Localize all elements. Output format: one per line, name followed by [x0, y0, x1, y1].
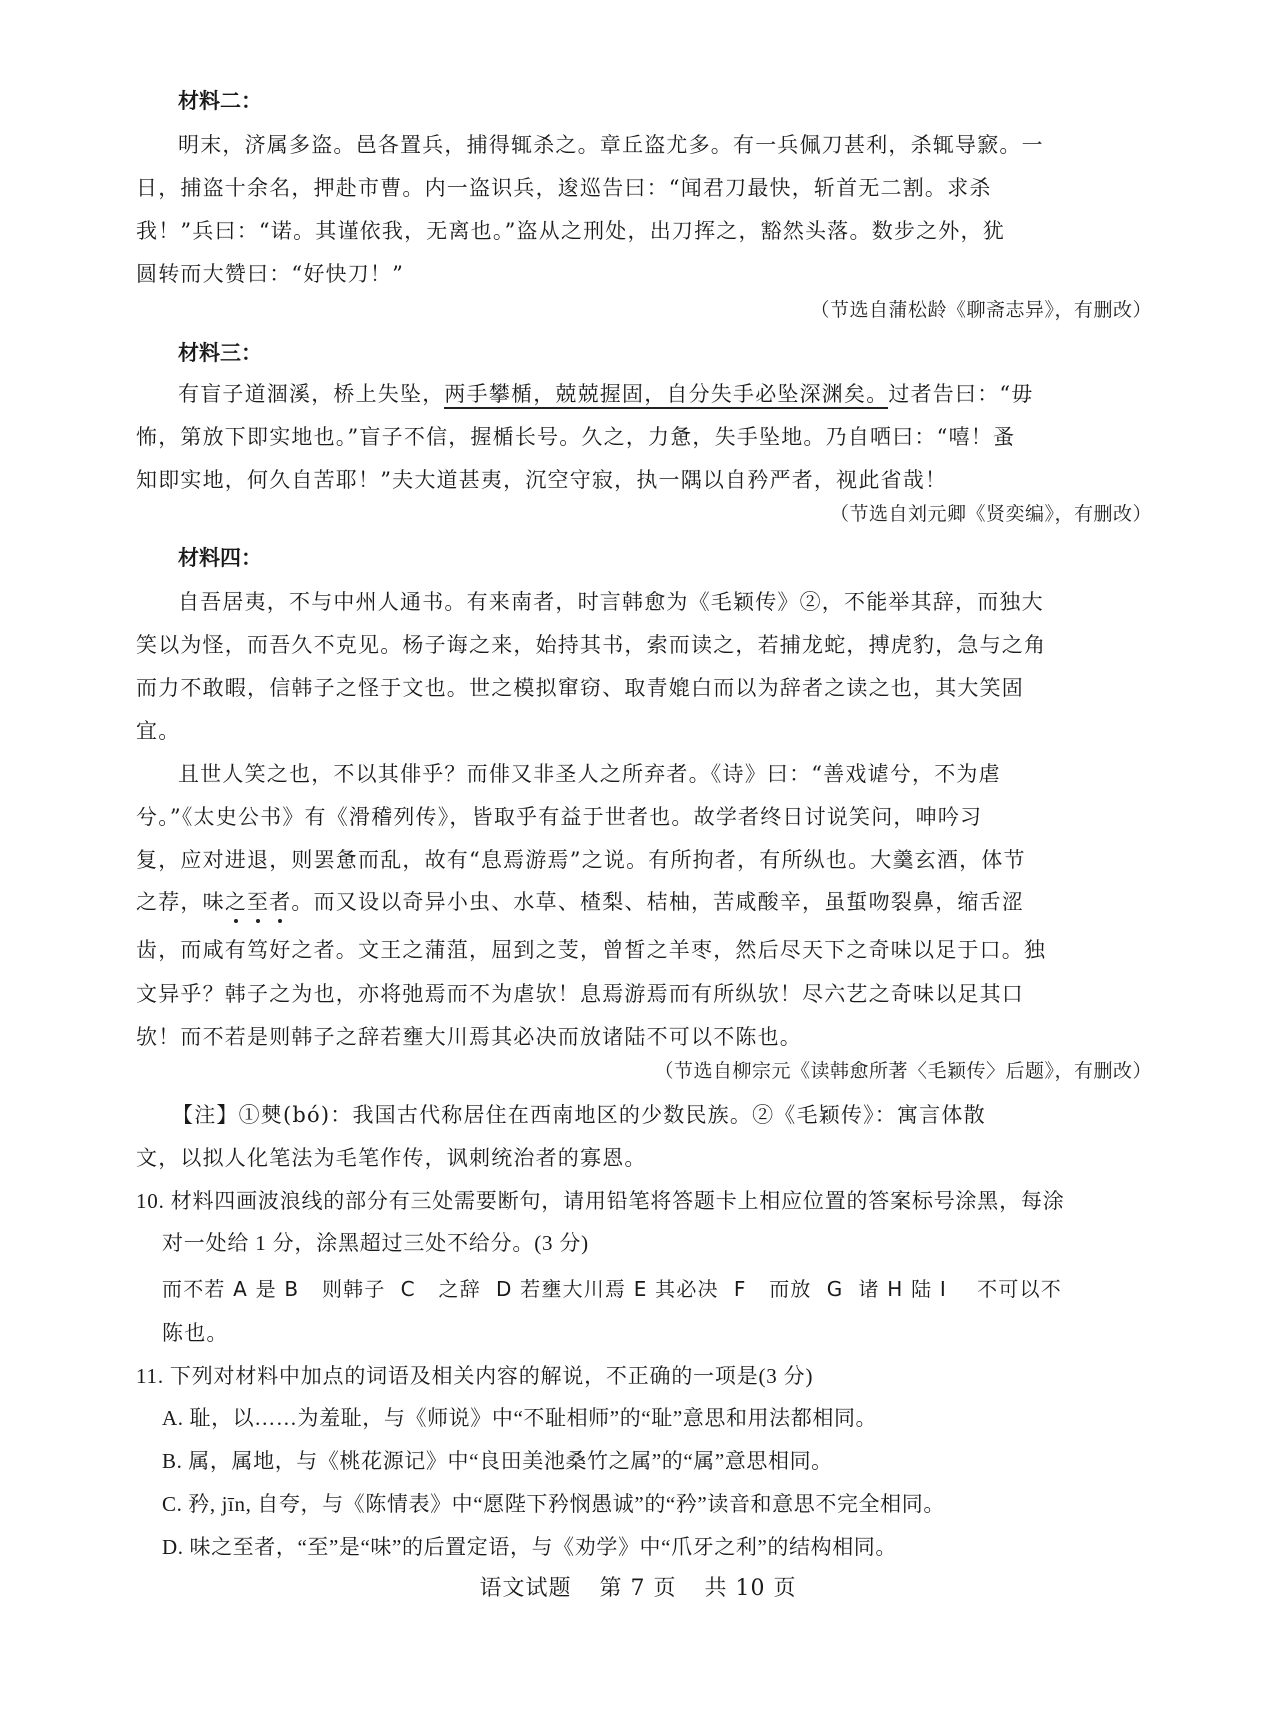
material4-line: 宜。 — [136, 719, 181, 743]
footer-subject: 语文试题 — [479, 1576, 572, 1601]
material3-line — [178, 379, 1152, 409]
q10-segments: 而不若 A 是 B 则韩子 C 之辞 D 若壅大川焉 E 其必决 F 而放 G 诸 H 陆 I 不可以不 — [162, 1277, 1062, 1301]
q10-segments-end: 陈也。 — [162, 1321, 229, 1345]
material3-source: （节选自刘元卿《贤奕编》，有删改） — [829, 503, 1152, 525]
material4-line: 笑以为怪，而吾久不克见。杨子诲之来，始持其书，索而读之，若捕龙蛇，搏虎豹，急与之角 — [136, 633, 1047, 657]
q11-option-d[interactable]: D. 味之至者，“至”是“味”的后置定语，与《劝学》中“爪牙之利”的结构相同。 — [162, 1535, 897, 1559]
material4-text: 。而又设以奇异小虫、水草、楂梨、桔柚，苦咸酸辛，虽蜇吻裂鼻，缩舌涩 — [291, 890, 1025, 914]
material2-line: 明末，济属多盗。邑各置兵，捕得辄杀之。章丘盗尤多。有一兵佩刀甚利，杀辄导窾。一 — [178, 133, 1044, 157]
material2-line: 日，捕盗十余名，押赴市曹。内一盗识兵，逡巡告曰：“闻君刀最快，斩首无二割。求杀 — [136, 176, 992, 200]
notes-line: 【注】①僰(bó)：我国古代称居住在西南地区的少数民族。②《毛颖传》：寓言体散 — [172, 1103, 986, 1127]
material4-line: 自吾居夷，不与中州人通书。有来南者，时言韩愈为《毛颖传》②，不能举其辞，而独大 — [178, 590, 1044, 614]
q11-stem: 11. 下列对材料中加点的词语及相关内容的解说，不正确的一项是(3 分) — [136, 1364, 814, 1388]
emphasis-dot-char: 之 — [224, 890, 248, 914]
footer-page-number: 第 7 页 — [599, 1576, 677, 1601]
material4-dotted-line — [136, 887, 1152, 917]
material3-text: 过者告曰：“毋 — [888, 382, 1034, 406]
material4-line: 文异乎？韩子之为也，亦将弛焉而不为虐欤！息焉游焉而有所纵欤！尽六艺之奇味以足其口 — [136, 982, 1024, 1006]
material4-line: 而力不敢暇，信韩子之怪于文也。世之模拟窜窃、取青媲白而以为辞者之读之也，其大笑固 — [136, 676, 1024, 700]
material4-source: （节选自柳宗元《读韩愈所著〈毛颖传〉后题》，有删改） — [654, 1060, 1152, 1082]
material2-line: 圆转而大赞曰：“好快刀！” — [136, 262, 405, 286]
q11-option-a[interactable]: A. 耻，以……为羞耻，与《师说》中“不耻相师”的“耻”意思和用法都相同。 — [162, 1406, 878, 1430]
notes-line: 文，以拟人化笔法为毛笔作传，讽刺统治者的寡恩。 — [136, 1146, 647, 1170]
material4-text: 之荐，味 — [136, 890, 225, 914]
material3-heading: 材料三： — [178, 341, 262, 365]
material3-text: 有盲子道涸溪，桥上失坠， — [178, 382, 445, 406]
q11-option-b[interactable]: B. 属，属地，与《桃花源记》中“良田美池桑竹之属”的“属”意思相同。 — [162, 1449, 833, 1473]
material4-line: 且世人笑之也，不以其俳乎？而俳又非圣人之所弃者。《诗》曰：“善戏谑兮，不为虐 — [178, 762, 1001, 786]
page-footer — [0, 1574, 1276, 1604]
emphasis-dot-char: 者 — [269, 890, 292, 914]
material3-underlined-text: 两手攀楯，兢兢握固，自分失手必坠深渊矣。 — [444, 382, 888, 409]
emphasis-dot-char: 至 — [247, 890, 270, 914]
q10-stem: 10. 材料四画波浪线的部分有三处需要断句，请用铅笔将答题卡上相应位置的答案标号涂黑，每涂 — [136, 1189, 1065, 1213]
q11-option-c[interactable]: C. 矜, jīn, 自夸，与《陈情表》中“愿陛下矜悯愚诚”的“矜”读音和意思不完全相同。 — [162, 1492, 945, 1516]
material4-heading: 材料四： — [178, 546, 262, 570]
material4-line: 齿，而咸有笃好之者。文王之蒲菹，屈到之芰，曾皙之羊枣，然后尽天下之奇味以足于口。独 — [136, 938, 1047, 962]
footer-total-pages: 共 10 页 — [704, 1576, 797, 1601]
material3-line: 知即实地，何久自苦耶！”夫大道甚夷，沉空守寂，执一隅以自矜严者，视此省哉！ — [136, 468, 948, 492]
material4-line: 欤！而不若是则韩子之辞若壅大川焉其必决而放诸陆不可以不陈也。 — [136, 1025, 802, 1049]
material2-heading: 材料二： — [178, 89, 262, 113]
material4-line: 复，应对进退，则罢惫而乱，故有“息焉游焉”之说。有所拘者，有所纵也。大羹玄酒，体节 — [136, 848, 1026, 872]
material4-line: 兮。”《太史公书》有《滑稽列传》，皆取乎有益于世者也。故学者终日讨说笑问，呻吟习 — [136, 805, 983, 829]
material3-line: 怖，第放下即实地也。”盲子不信，握楯长号。久之，力惫，失手坠地。乃自哂曰：“嘻！蚤 — [136, 425, 1016, 449]
material2-source: （节选自蒲松龄《聊斋志异》，有删改） — [810, 299, 1152, 321]
q10-stem-cont: 对一处给 1 分，涂黑超过三处不给分。(3 分) — [162, 1231, 589, 1255]
material2-line: 我！”兵曰：“诺。其谨依我，无离也。”盗从之刑处，出刀挥之，豁然头落。数步之外，犹 — [136, 219, 1005, 243]
